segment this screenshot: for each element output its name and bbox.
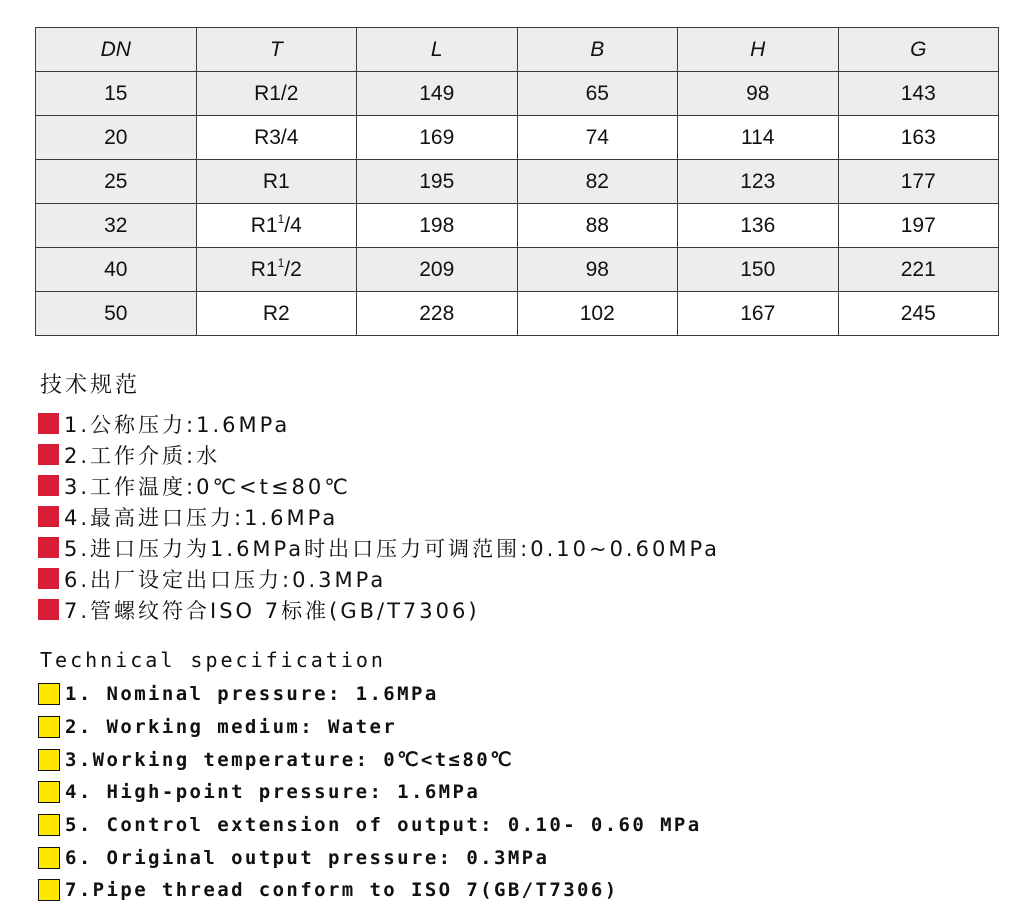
red-square-icon <box>38 599 59 620</box>
list-item <box>38 874 702 907</box>
spec-list-cn <box>38 408 720 625</box>
spec-text: 3.工作温度:0℃<t≤80℃ <box>64 474 351 499</box>
table-row <box>36 248 999 292</box>
cell-b: 65 <box>517 72 678 116</box>
column-header-t: T <box>196 28 357 72</box>
yellow-square-icon <box>38 879 60 901</box>
column-header-dn: DN <box>36 28 197 72</box>
spec-text: 5. Control extension of output: 0.10- 0.60 MPa <box>65 814 702 837</box>
cell-dn: 25 <box>36 160 197 204</box>
cell-dn: 50 <box>36 292 197 336</box>
cell-thread <box>196 72 357 116</box>
cell-h: 167 <box>678 292 839 336</box>
cell-g: 197 <box>838 204 999 248</box>
spec-title-en: Technical specification <box>40 648 386 672</box>
cell-l: 198 <box>357 204 518 248</box>
spec-text: 7.Pipe thread conform to ISO 7(GB/T7306) <box>65 879 619 902</box>
cell-thread <box>196 116 357 160</box>
cell-b: 74 <box>517 116 678 160</box>
red-square-icon <box>38 475 59 496</box>
cell-dn: 20 <box>36 116 197 160</box>
cell-g: 143 <box>838 72 999 116</box>
list-item <box>38 809 702 842</box>
spec-text: 5.进口压力为1.6MPa时出口压力可调范围:0.10~0.60MPa <box>64 536 721 561</box>
yellow-square-icon <box>38 749 60 771</box>
list-item <box>38 439 720 470</box>
cell-b: 82 <box>517 160 678 204</box>
yellow-square-icon <box>38 716 60 738</box>
red-square-icon <box>38 537 59 558</box>
cell-thread <box>196 248 357 292</box>
thread-main: R1 <box>250 257 278 281</box>
spec-text: 1.公称压力:1.6MPa <box>64 412 291 437</box>
cell-h: 150 <box>678 248 839 292</box>
spec-text: 2.工作介质:水 <box>64 443 221 468</box>
cell-thread <box>196 160 357 204</box>
cell-g: 177 <box>838 160 999 204</box>
thread-main: R3/4 <box>254 125 299 149</box>
list-item <box>38 743 702 776</box>
cell-thread <box>196 204 357 248</box>
table-row <box>36 160 999 204</box>
column-header-h: H <box>678 28 839 72</box>
table-header-row <box>36 28 999 72</box>
thread-main: R2 <box>262 301 290 325</box>
cell-dn: 32 <box>36 204 197 248</box>
cell-l: 169 <box>357 116 518 160</box>
thread-main: R1 <box>262 169 290 193</box>
spec-list-en <box>38 678 702 907</box>
thread-main: R1/2 <box>254 81 299 105</box>
spec-text: 4. High-point pressure: 1.6MPa <box>65 781 481 804</box>
list-item <box>38 678 702 711</box>
list-item <box>38 532 720 563</box>
cell-dn: 15 <box>36 72 197 116</box>
column-header-b: B <box>517 28 678 72</box>
thread-sup: 1 <box>277 255 285 270</box>
table-row <box>36 292 999 336</box>
spec-text: 6.出厂设定出口压力:0.3MPa <box>64 567 387 592</box>
cell-g: 221 <box>838 248 999 292</box>
cell-g: 163 <box>838 116 999 160</box>
yellow-square-icon <box>38 847 60 869</box>
red-square-icon <box>38 444 59 465</box>
red-square-icon <box>38 413 59 434</box>
cell-h: 136 <box>678 204 839 248</box>
thread-main: R1 <box>250 213 278 237</box>
spec-text: 7.管螺纹符合ISO 7标准(GB/T7306) <box>64 598 480 623</box>
spec-text: 4.最高进口压力:1.6MPa <box>64 505 339 530</box>
cell-b: 88 <box>517 204 678 248</box>
cell-l: 228 <box>357 292 518 336</box>
spec-title-cn: 技术规范 <box>40 373 141 398</box>
cell-b: 102 <box>517 292 678 336</box>
list-item <box>38 563 720 594</box>
cell-l: 209 <box>357 248 518 292</box>
cell-l: 195 <box>357 160 518 204</box>
thread-rest: /4 <box>284 213 302 237</box>
list-item <box>38 470 720 501</box>
dimension-table <box>35 27 999 336</box>
cell-h: 98 <box>678 72 839 116</box>
yellow-square-icon <box>38 814 60 836</box>
spec-text: 3.Working temperature: 0℃<t≤80℃ <box>65 748 514 771</box>
cell-dn: 40 <box>36 248 197 292</box>
column-header-l: L <box>357 28 518 72</box>
table-row <box>36 116 999 160</box>
cell-h: 123 <box>678 160 839 204</box>
thread-sup: 1 <box>277 211 285 226</box>
spec-text: 1. Nominal pressure: 1.6MPa <box>65 683 439 706</box>
list-item <box>38 408 720 439</box>
yellow-square-icon <box>38 781 60 803</box>
list-item <box>38 501 720 532</box>
cell-l: 149 <box>357 72 518 116</box>
cell-h: 114 <box>678 116 839 160</box>
thread-rest: /2 <box>284 257 302 281</box>
cell-b: 98 <box>517 248 678 292</box>
list-item <box>38 711 702 744</box>
cell-thread <box>196 292 357 336</box>
yellow-square-icon <box>38 683 60 705</box>
table-row <box>36 72 999 116</box>
cell-g: 245 <box>838 292 999 336</box>
red-square-icon <box>38 506 59 527</box>
column-header-g: G <box>838 28 999 72</box>
spec-text: 6. Original output pressure: 0.3MPa <box>65 846 550 869</box>
table-row <box>36 204 999 248</box>
list-item <box>38 594 720 625</box>
spec-text: 2. Working medium: Water <box>65 716 398 739</box>
red-square-icon <box>38 568 59 589</box>
list-item <box>38 841 702 874</box>
list-item <box>38 776 702 809</box>
